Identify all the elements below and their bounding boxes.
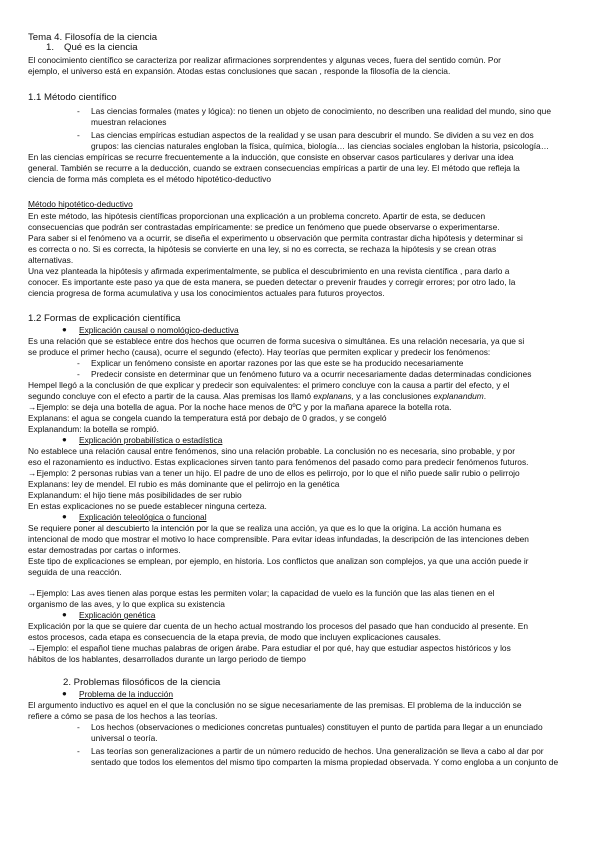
paragraph-line: refiere a cómo se pasa de los hechos a las teorías. <box>28 711 218 721</box>
paragraph-line: El conocimiento científico se caracteriza por realizar afirmaciones sorprendentes y algunas veces, fuera del sentido común. Por <box>28 55 501 65</box>
dash-marker: - <box>77 369 80 379</box>
paragraph-line: seguida de una reacción. <box>28 567 122 577</box>
underlined-heading: Método hipotético-deductivo <box>28 199 133 209</box>
example-line: →Ejemplo: 2 personas rubias van a tener un hijo. El padre de uno de ellos es pelirrojo, por lo que el niño puede salir rubio o pelirrojo <box>28 468 520 478</box>
paragraph-line: Explanandum: la botella se rompió. <box>28 424 159 434</box>
list-item: grupos: las ciencias naturales engloban la física, química, biología… las ciencias sociales engloban la historia, psicología… <box>91 141 550 151</box>
paragraph-line: El argumento inductivo es aquel en el que la conclusión no se sigue necesariamente de las premisas. El problema de la inducción se <box>28 700 522 710</box>
paragraph-line: ejemplo, el universo está en expansión. Atodas estas conclusiones que sacan , responde la filosofía de la ciencia. <box>28 66 451 76</box>
bullet-marker: ● <box>62 325 67 334</box>
text-run: . <box>483 391 487 401</box>
paragraph-line: es correcta o no. Si es correcta, la hipótesis se convierte en una ley, si no es correcta, se rechaza la hipótesis y se crean otras <box>28 244 497 254</box>
dash-marker: - <box>77 746 80 756</box>
bullet-marker: ● <box>62 689 67 698</box>
bullet-heading: Explicación probabilística o estadística <box>79 435 223 445</box>
bullet-heading: Explicación genética <box>79 610 156 620</box>
example-line: →Ejemplo: el español tiene muchas palabras de origen árabe. Para estudiar el por qué, hay que estudiar aspectos históricos y los <box>28 643 511 653</box>
list-item: Las ciencias formales (mates y lógica): no tienen un objeto de conocimiento, no describen una realidad del mundo, sino que <box>91 106 551 116</box>
list-item: Las ciencias empíricas estudian aspectos de la realidad y se usan para descubrir el mundo. Se dividen a su vez en dos <box>91 130 534 140</box>
paragraph-line: ciencia progresa de forma acumulativa y usa los conocimientos actuales para futuros proyectos. <box>28 288 385 298</box>
list-item: Las teorías son generalizaciones a partir de un número reducido de hechos. Una generalización se lleva a cabo al dar por <box>91 746 544 756</box>
paragraph-line: En este método, las hipótesis científicas proporcionan una explicación a un problema concreto. Apartir de esta, se deducen <box>28 211 486 221</box>
document-title: Tema 4. Filosofía de la ciencia <box>28 33 158 43</box>
example-line: →Ejemplo: Las aves tienen alas porque estas les permiten volar; la capacidad de vuelo es la función que las alas tienen en el <box>28 588 495 598</box>
paragraph-line: Se requiere poner al descubierto la intención por la que se realiza una acción, ya que es lo que la origina. La acción humana es <box>28 523 502 533</box>
paragraph-line: hábitos de los hablantes, desarrollados durante un largo periodo de tiempo <box>28 654 306 664</box>
bullet-heading: Explicación causal o nomológico-deductiva <box>79 325 239 335</box>
paragraph-line: En estas explicaciones no se puede establecer ninguna certeza. <box>28 501 267 511</box>
paragraph-line: No establece una relación causal entre fenómenos, sino una relación probable. La conclusión no es necesaria, sino probable, y por <box>28 446 515 456</box>
paragraph-line: Una vez planteada la hipótesis y afirmada experimentalmente, se publica el descubrimiento en una revista científica , para darlo a <box>28 266 510 276</box>
section-number: 1. <box>46 43 55 53</box>
paragraph-line: se produce el primer hecho (causa), ocurre el segundo (efecto). Hay teorías que permiten explicar y predecir los fenómenos: <box>28 347 491 357</box>
section-heading: Qué es la ciencia <box>64 43 138 53</box>
list-item: Predecir consiste en determinar que un fenómeno futuro va a ocurrir necesariamente dadas determinadas condiciones <box>91 369 532 379</box>
subsection-heading: 1.2 Formas de explicación científica <box>28 314 181 324</box>
list-item: muestran relaciones <box>91 117 167 127</box>
paragraph-line: consecuencias que podrán ser contrastadas empíricamente: se predice un fenómeno que puede observarse o experimentarse. <box>28 222 500 232</box>
subsection-heading: 1.1 Método científico <box>28 93 117 103</box>
list-item: Los hechos (observaciones o mediciones concretas puntuales) constituyen el punto de partida para llegar a un enunciado <box>91 722 543 732</box>
dash-marker: - <box>77 106 80 116</box>
text-run: segundo concluye con el efecto a partir de la causa. Alas premisas los llamó <box>28 391 314 401</box>
paragraph-line: Explanans: ley de mendel. El rubio es más dominante que el pelirrojo en la genética <box>28 479 340 489</box>
paragraph-line: ciencia de forma más completa es el método hipotético-deductivo <box>28 174 272 184</box>
paragraph-line: Es una relación que se establece entre dos hechos que ocurren de forma sucesiva o simultánea. Es una relación necesaria, ya que si <box>28 336 525 346</box>
bullet-marker: ● <box>62 512 67 521</box>
list-item: Explicar un fenómeno consiste en aportar razones por las que este se ha producido necesariamente <box>91 358 464 368</box>
paragraph-line: estos procesos, cada etapa es consecuencia de la etapa previa, de modo que incluyen explicaciones causales. <box>28 632 441 642</box>
paragraph-line: conocer. Es importante este paso ya que de esta manera, se pueden detectar o prevenir fraudes y corregir errores; por otro lado, la <box>28 277 516 287</box>
text-run: y a las conclusiones <box>353 391 434 401</box>
bullet-heading: Explicación teleológica o funcional <box>79 512 207 522</box>
paragraph-line: general. También se recurre a la deducción, cuando se extraen consecuencias empíricas a partir de una ley. El método que refleja la <box>28 163 520 173</box>
paragraph-line: eso el razonamiento es inductivo. Estas explicaciones sirven tanto para fenómenos del pasado como para predecir fenómenos futuros. <box>28 457 529 467</box>
paragraph-line: Explanandum: el hijo tiene más posibilidades de ser rubio <box>28 490 242 500</box>
paragraph-line: Hempel llegó a la conclusión de que explicar y predecir son equivalentes: el primero concluye con la causa a partir del efecto, y el <box>28 380 510 390</box>
example-line: →Ejemplo: se deja una botella de agua. Por la noche hace menos de 0ºC y por la mañana aparece la botella rota. <box>28 402 452 412</box>
dash-marker: - <box>77 130 80 140</box>
bullet-marker: ● <box>62 610 67 619</box>
paragraph-line: intencional de modo que mostrar el motivo lo hace comprensible. Para evitar ideas infundadas, la descripción de las intenciones deben <box>28 534 529 544</box>
paragraph-line: estar demostradas por cartas o informes. <box>28 545 181 555</box>
paragraph-line: Para saber si el fenómeno va a ocurrir, se diseña el experimento u observación que permita contrastar dicha hipótesis y determinar si <box>28 233 523 243</box>
bullet-heading: Problema de la inducción <box>79 689 174 699</box>
paragraph-line: Explicación por la que se quiere dar cuenta de un hecho actual mostrando los procesos del pasado que han conducido al presente. En <box>28 621 529 631</box>
paragraph-line: organismo de las aves, y lo que explica su existencia <box>28 599 225 609</box>
section-heading: 2. Problemas filosóficos de la ciencia <box>63 678 221 688</box>
list-item: sentado que todos los elementos del mismo tipo comparten la misma propiedad observada. Y como engloba a un conjunto de <box>91 757 559 767</box>
dash-marker: - <box>77 722 80 732</box>
list-item: universal o teoría. <box>91 733 158 743</box>
italic-term: explanans, <box>313 391 354 401</box>
paragraph-line: En las ciencias empíricas se recurre frecuentemente a la inducción, que consiste en observar casos particulares y derivar una idea <box>28 152 514 162</box>
paragraph-line: Este tipo de explicaciones se emplean, por ejemplo, en historia. Los conflictos que analizan son complejos, ya que una acción puede ir <box>28 556 529 566</box>
bullet-marker: ● <box>62 435 67 444</box>
dash-marker: - <box>77 358 80 368</box>
paragraph-line: alternativas. <box>28 255 74 265</box>
paragraph-line <box>28 391 588 402</box>
paragraph-line: Explanans: el agua se congela cuando la temperatura está por debajo de 0 grados, y se congeló <box>28 413 387 423</box>
italic-term: explanandum <box>433 391 484 401</box>
